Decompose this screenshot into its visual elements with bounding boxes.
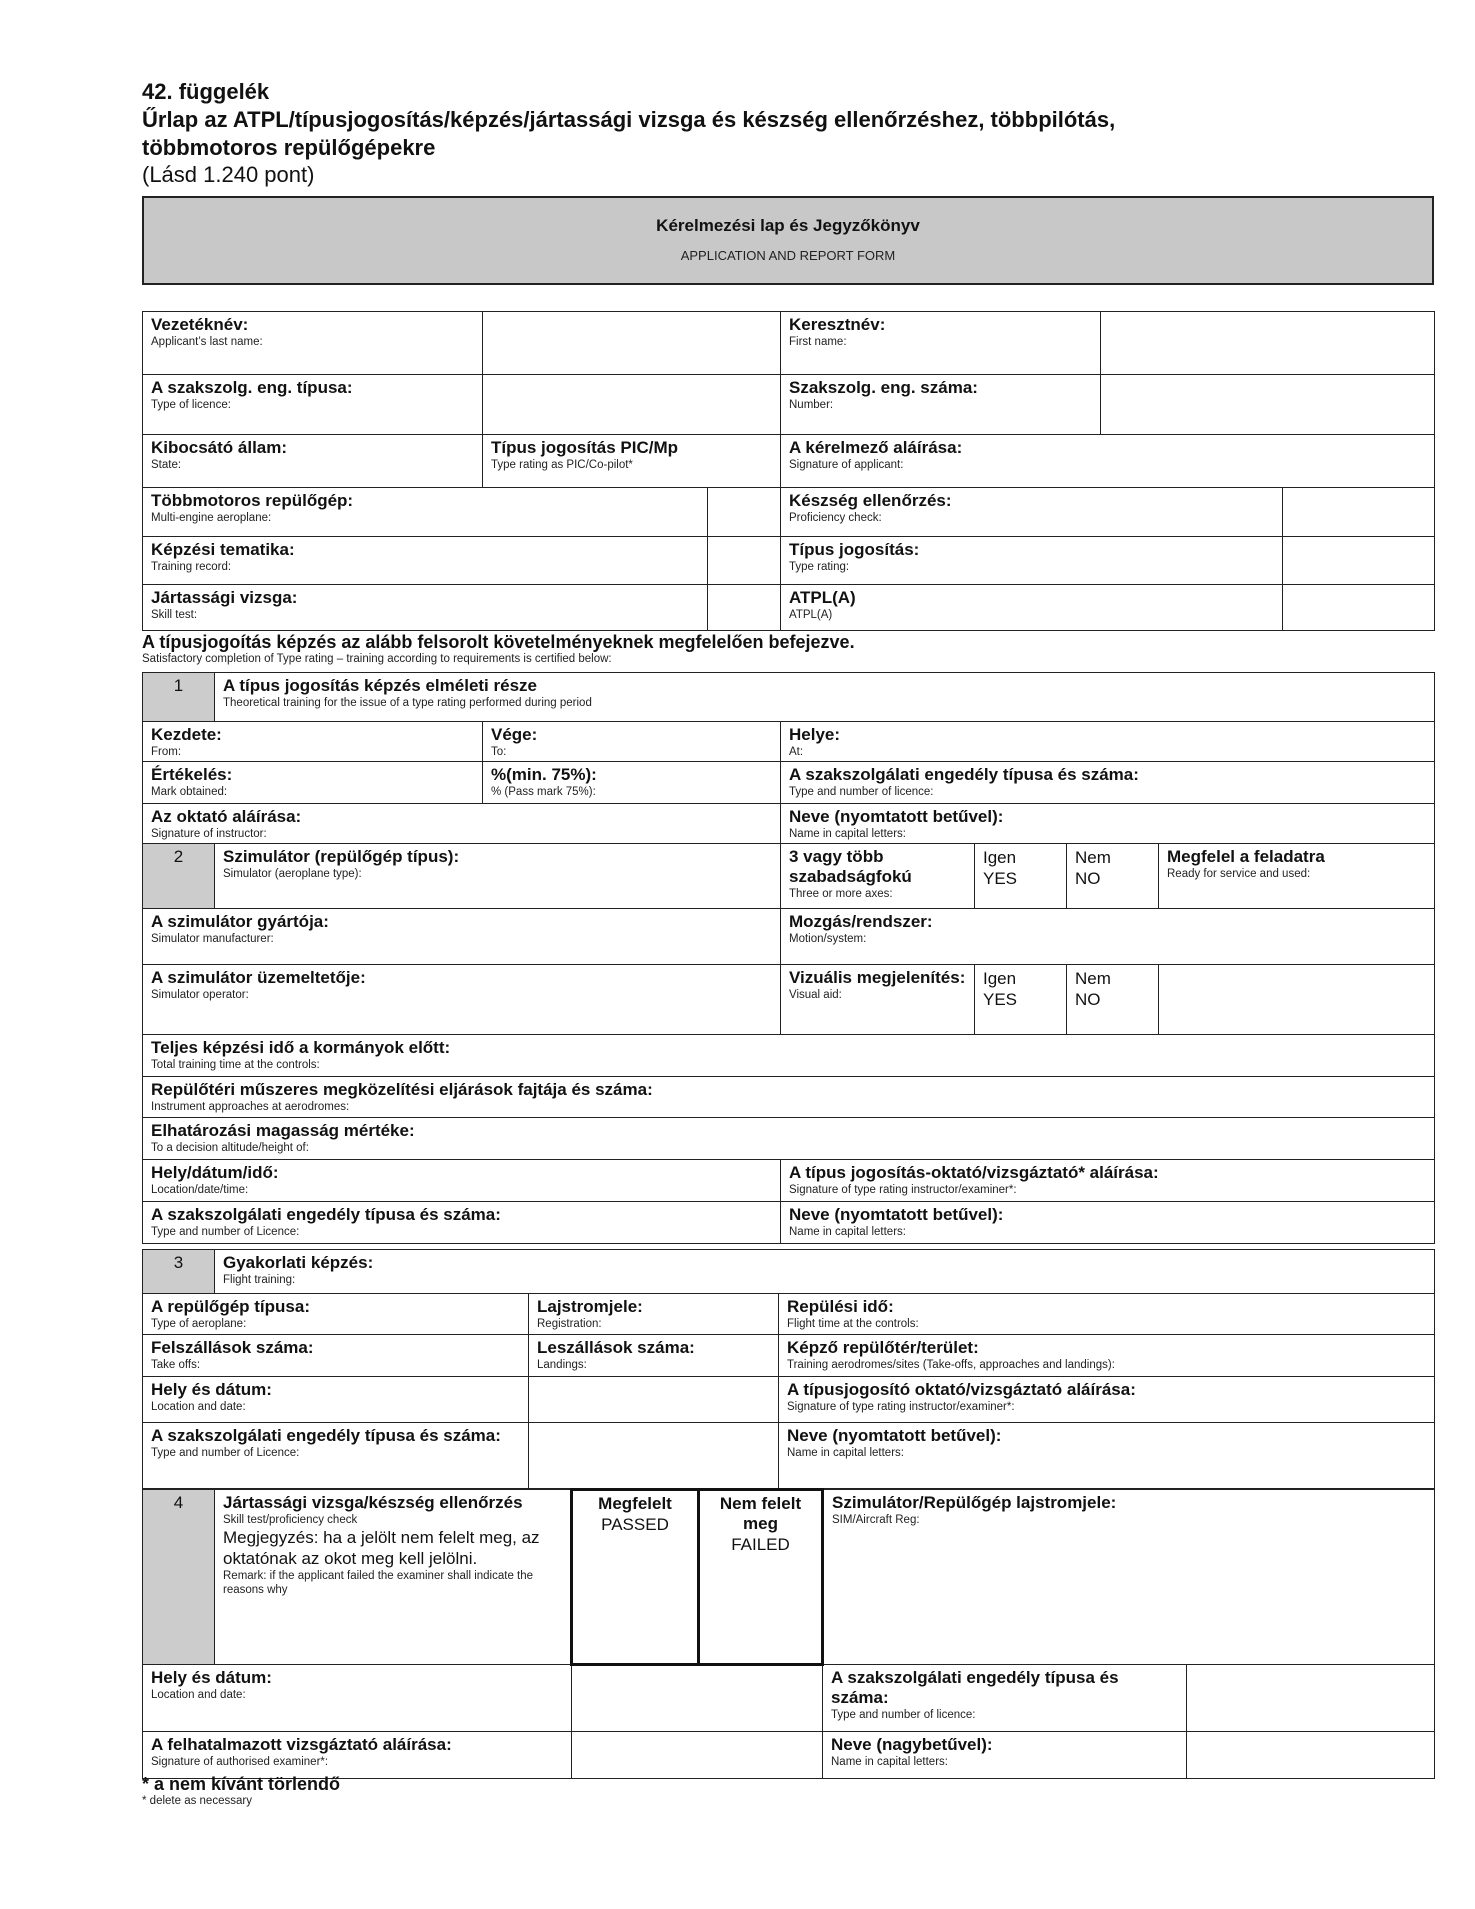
instructor-signature-field[interactable]: Az oktató aláírása: Signature of instructor: bbox=[143, 804, 781, 844]
aircraft-type-field[interactable]: A repülőgép típusa: Type of aeroplane: bbox=[143, 1294, 529, 1335]
section-3-title: Gyakorlati képzés: Flight training: bbox=[215, 1250, 1435, 1294]
training-aerodromes-field[interactable]: Képző repülőtér/terület: Training aerodromes/sites (Take-offs, approaches and landings): bbox=[779, 1335, 1435, 1377]
applicant-table bbox=[142, 311, 1435, 631]
examiner-signature-value[interactable] bbox=[572, 1732, 823, 1779]
multi-engine-label: Többmotoros repülőgép: Multi-engine aeroplane: bbox=[143, 488, 708, 537]
theory-licence-field[interactable]: A szakszolgálati engedély típusa és száma: Type and number of licence: bbox=[781, 762, 1435, 804]
section-4-table bbox=[142, 1488, 1435, 1779]
section-4-title: Jártassági vizsga/készség ellenőrzés Skill test/proficiency check Megjegyzés: ha a jelölt nem felelt meg, az oktatónak az okot meg kell jelölni. Remark: if the applicant failed the examiner shall indicate the reasons why bbox=[215, 1490, 572, 1665]
footnote: * a nem kívánt törlendő * delete as necessary bbox=[142, 1774, 341, 1807]
sim-licence-field[interactable]: A szakszolgálati engedély típusa és száma: Type and number of Licence: bbox=[143, 1202, 781, 1244]
form-title-line1: Űrlap az ATPL/típusjogosítás/képzés/jártassági vizsga és készség ellenőrzéshez, többpilótás, bbox=[142, 107, 1116, 132]
multi-engine-checkbox[interactable] bbox=[708, 488, 781, 537]
flight-name-field[interactable]: Neve (nyomtatott betűvel): Name in capital letters: bbox=[779, 1423, 1435, 1489]
section-2-number: 2 bbox=[143, 844, 215, 909]
last-name-field[interactable] bbox=[483, 312, 781, 375]
type-rating-checkbox[interactable] bbox=[1283, 537, 1435, 585]
instrument-approaches-field[interactable]: Repülőtéri műszeres megközelítési eljárások fajtája és száma: Instrument approaches at aerodromes: bbox=[143, 1077, 1435, 1118]
flight-licence-field[interactable]: A szakszolgálati engedély típusa és száma: Type and number of Licence: bbox=[143, 1423, 529, 1489]
passed-box[interactable]: Megfelelt PASSED bbox=[572, 1490, 699, 1665]
type-rating-role-field[interactable]: Típus jogosítás PIC/Mp Type rating as PIC/Co-pilot* bbox=[483, 435, 781, 488]
simulator-manufacturer-field[interactable]: A szimulátor gyártója: Simulator manufacturer: bbox=[143, 909, 781, 965]
last-name-label: Vezetéknév: Applicant’s last name: bbox=[143, 312, 483, 375]
licence-type-label: A szakszolg. eng. típusa: Type of licence: bbox=[143, 375, 483, 435]
ready-for-service-field[interactable]: Megfelel a feladatra Ready for service and used: bbox=[1159, 844, 1435, 909]
axes-label: 3 vagy több szabadságfokú Three or more axes: bbox=[781, 844, 975, 909]
test-location-date-field[interactable]: Hely és dátum: Location and date: bbox=[143, 1665, 572, 1732]
remark-hu: Megjegyzés: ha a jelölt nem felelt meg, az oktatónak az okot meg kell jelölni. bbox=[223, 1528, 540, 1568]
skill-test-checkbox[interactable] bbox=[708, 585, 781, 631]
axes-no-option[interactable]: Nem NO bbox=[1067, 844, 1159, 909]
proficiency-checkbox[interactable] bbox=[1283, 488, 1435, 537]
test-licence-value[interactable] bbox=[1187, 1665, 1435, 1732]
failed-box[interactable]: Nem felelt meg FAILED bbox=[699, 1490, 823, 1665]
section-3-number: 3 bbox=[143, 1250, 215, 1294]
flight-location-date-field[interactable]: Hely és dátum: Location and date: bbox=[143, 1377, 529, 1423]
sim-name-field[interactable]: Neve (nyomtatott betűvel): Name in capital letters: bbox=[781, 1202, 1435, 1244]
form-header bbox=[142, 78, 1342, 188]
registration-field[interactable]: Lajstromjele: Registration: bbox=[529, 1294, 779, 1335]
type-rating-label: Típus jogosítás: Type rating: bbox=[781, 537, 1283, 585]
examiner-name-value[interactable] bbox=[1187, 1732, 1435, 1779]
simulator-type-field[interactable]: Szimulátor (repülőgép típus): Simulator (aeroplane type): bbox=[215, 844, 781, 909]
form-title-line2: többmotoros repülőgépekre bbox=[142, 135, 436, 160]
instructor-name-field[interactable]: Neve (nyomtatott betűvel): Name in capital letters: bbox=[781, 804, 1435, 844]
form-title-box bbox=[142, 196, 1434, 285]
training-record-checkbox[interactable] bbox=[708, 537, 781, 585]
appendix-number: 42. függelék bbox=[142, 79, 270, 104]
visual-blank-field[interactable] bbox=[1159, 965, 1435, 1035]
licence-type-field[interactable] bbox=[483, 375, 781, 435]
examiner-signature-field[interactable]: A felhatalmazott vizsgáztató aláírása: Signature of authorised examiner*: bbox=[143, 1732, 572, 1779]
visual-no-option[interactable]: Nem NO bbox=[1067, 965, 1159, 1035]
proficiency-label: Készség ellenőrzés: Proficiency check: bbox=[781, 488, 1283, 537]
flight-instructor-signature-field[interactable]: A típusjogosító oktató/vizsgáztató aláírása: Signature of type rating instructor/examiner*: bbox=[779, 1377, 1435, 1423]
sim-location-field[interactable]: Hely/dátum/idő: Location/date/time: bbox=[143, 1160, 781, 1202]
section-3-table bbox=[142, 1249, 1435, 1489]
flight-location-date-value[interactable] bbox=[529, 1377, 779, 1423]
title-box-en: APPLICATION AND REPORT FORM bbox=[680, 248, 896, 263]
theory-pass-mark-field[interactable]: %(min. 75%): % (Pass mark 75%): bbox=[483, 762, 781, 804]
first-name-field[interactable] bbox=[1101, 312, 1435, 375]
total-time-field[interactable]: Teljes képzési idő a kormányok előtt: Total training time at the controls: bbox=[143, 1035, 1435, 1077]
licence-number-field[interactable] bbox=[1101, 375, 1435, 435]
section-4-number: 4 bbox=[143, 1490, 215, 1665]
flight-time-field[interactable]: Repülési idő: Flight time at the controls: bbox=[779, 1294, 1435, 1335]
theory-mark-field[interactable]: Értékelés: Mark obtained: bbox=[143, 762, 483, 804]
theory-from-field[interactable]: Kezdete: From: bbox=[143, 722, 483, 762]
section-1-2-table bbox=[142, 672, 1435, 1244]
sim-aircraft-reg-field[interactable]: Szimulátor/Repülőgép lajstromjele: SIM/Aircraft Reg: bbox=[823, 1490, 1435, 1665]
decision-height-field[interactable]: Elhatározási magasság mértéke: To a decision altitude/height of: bbox=[143, 1118, 1435, 1160]
state-label[interactable]: Kibocsátó állam: State: bbox=[143, 435, 483, 488]
sim-instructor-signature-field[interactable]: A típus jogosítás-oktató/vizsgáztató* aláírása: Signature of type rating instructor/examiner*: bbox=[781, 1160, 1435, 1202]
applicant-signature-field[interactable]: A kérelmező aláírása: Signature of applicant: bbox=[781, 435, 1435, 488]
atpl-checkbox[interactable] bbox=[1283, 585, 1435, 631]
test-location-date-value[interactable] bbox=[572, 1665, 823, 1732]
first-name-label: Keresztnév: First name: bbox=[781, 312, 1101, 375]
remark-en: Remark: if the applicant failed the examiner shall indicate the reasons why bbox=[223, 1570, 534, 1596]
theory-at-field[interactable]: Helye: At: bbox=[781, 722, 1435, 762]
title-box-hu: Kérelmezési lap és Jegyzőkönyv bbox=[656, 216, 920, 235]
atpl-label: ATPL(A) ATPL(A) bbox=[781, 585, 1283, 631]
examiner-name-field[interactable]: Neve (nagybetűvel): Name in capital letters: bbox=[823, 1732, 1187, 1779]
certification-statement: A típusjogoítás képzés az alább felsorolt követelményeknek megfelelően befejezve. Satisfactory completion of Type rating – training according to requirements is certified below: bbox=[142, 632, 855, 665]
landings-field[interactable]: Leszállások száma: Landings: bbox=[529, 1335, 779, 1377]
licence-number-label: Szakszolg. eng. száma: Number: bbox=[781, 375, 1101, 435]
skill-test-label: Jártassági vizsga: Skill test: bbox=[143, 585, 708, 631]
theory-to-field[interactable]: Vége: To: bbox=[483, 722, 781, 762]
section-1-title: A típus jogosítás képzés elméleti része Theoretical training for the issue of a type rating performed during period bbox=[215, 673, 1435, 722]
visual-yes-option[interactable]: Igen YES bbox=[975, 965, 1067, 1035]
flight-licence-value[interactable] bbox=[529, 1423, 779, 1489]
form-reference: (Lásd 1.240 pont) bbox=[142, 162, 315, 187]
motion-system-field[interactable]: Mozgás/rendszer: Motion/system: bbox=[781, 909, 1435, 965]
takeoffs-field[interactable]: Felszállások száma: Take offs: bbox=[143, 1335, 529, 1377]
test-licence-field[interactable]: A szakszolgálati engedély típusa és száma: Type and number of licence: bbox=[823, 1665, 1187, 1732]
simulator-operator-field[interactable]: A szimulátor üzemeltetője: Simulator operator: bbox=[143, 965, 781, 1035]
visual-aid-label: Vizuális megjelenítés: Visual aid: bbox=[781, 965, 975, 1035]
section-1-number: 1 bbox=[143, 673, 215, 722]
axes-yes-option[interactable]: Igen YES bbox=[975, 844, 1067, 909]
training-record-label: Képzési tematika: Training record: bbox=[143, 537, 708, 585]
